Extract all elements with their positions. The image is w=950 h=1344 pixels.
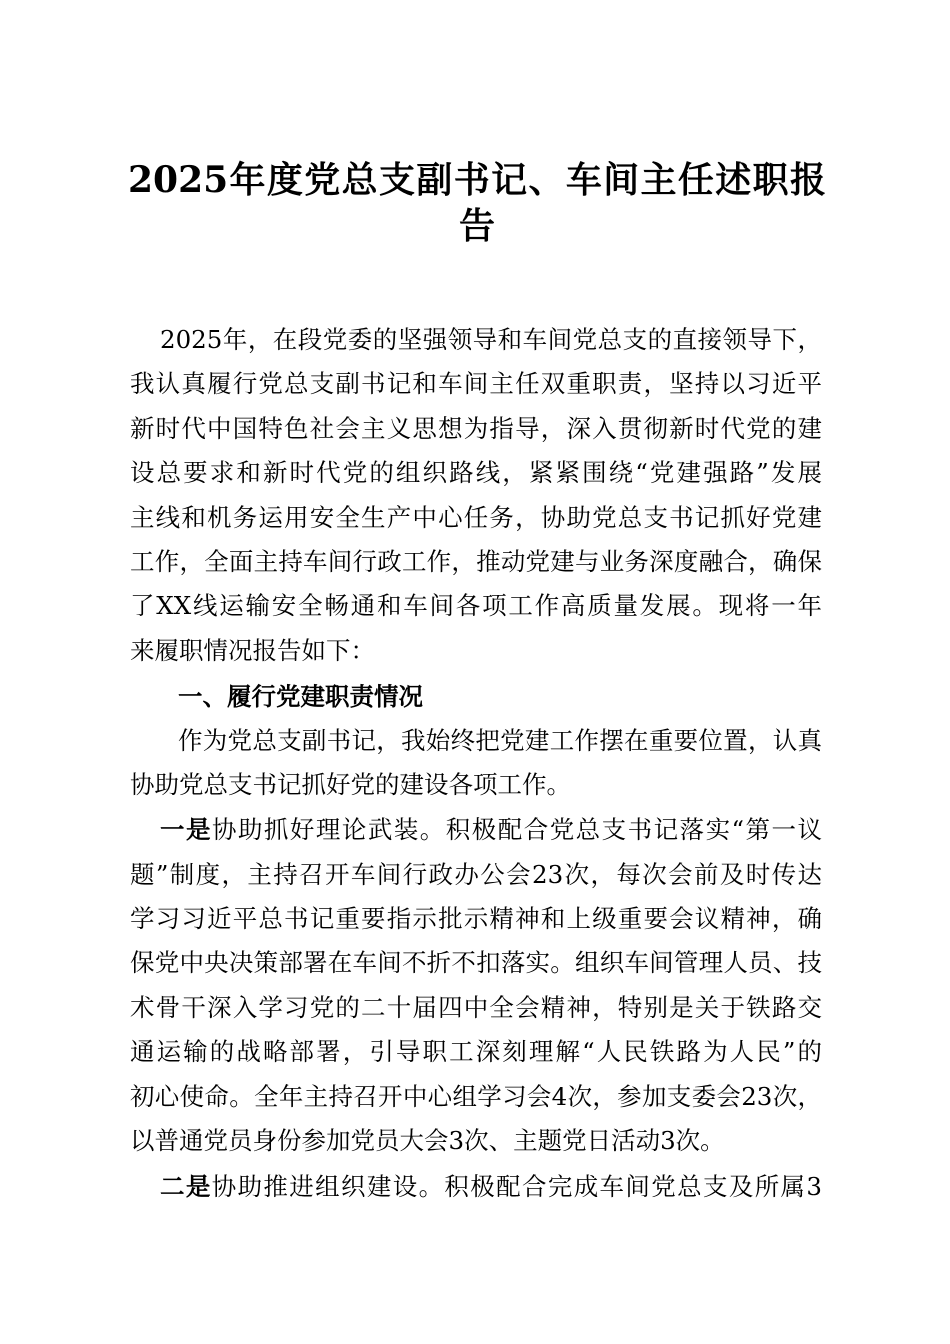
text-line [160, 1172, 822, 1202]
section-heading: 一、履行党建职责情况 [178, 682, 423, 711]
text-line: 协助党总支书记抓好党的建设各项工作。 [130, 770, 571, 799]
text-line: 了XX线运输安全畅通和车间各项工作高质量发展。现将一年 [130, 591, 822, 620]
text-line: 学习习近平总书记重要指示批示精神和上级重要会议精神，确 [130, 904, 822, 933]
title-line-1: 2025年度党总支副书记、车间主任述职报 [128, 159, 826, 201]
text-line: 初心使命。全年主持召开中心组学习会4次，参加支委会23次， [130, 1082, 822, 1111]
text-line: 工作，全面主持车间行政工作，推动党建与业务深度融合，确保 [130, 547, 822, 576]
text-line: 新时代中国特色社会主义思想为指导，深入贯彻新时代党的建 [130, 414, 822, 443]
text-line: 保党中央决策部署在车间不折不扣落实。组织车间管理人员、技 [130, 948, 822, 977]
text-line: 以普通党员身份参加党员大会3次、主题党日活动3次。 [130, 1126, 725, 1155]
text-line: 主线和机务运用安全生产中心任务，协助党总支书记抓好党建 [130, 503, 822, 532]
item-label: 二是 [160, 1172, 212, 1201]
text-line: 题”制度，主持召开车间行政办公会23次，每次会前及时传达 [130, 860, 822, 889]
item-text: 协助推进组织建设。积极配合完成车间党总支及所属3 [211, 1172, 822, 1201]
title-line-2: 告 [458, 205, 495, 247]
text-line: 设总要求和新时代党的组织路线，紧紧围绕“党建强路”发展 [130, 458, 822, 487]
text-line: 来履职情况报告如下： [130, 636, 375, 665]
text-line: 我认真履行党总支副书记和车间主任双重职责，坚持以习近平 [130, 369, 822, 398]
item-label: 一是 [160, 815, 212, 844]
text-line: 术骨干深入学习党的二十届四中全会精神，特别是关于铁路交 [130, 993, 822, 1022]
text-line: 2025年，在段党委的坚强领导和车间党总支的直接领导下， [160, 325, 822, 354]
text-line: 作为党总支副书记，我始终把党建工作摆在重要位置，认真 [178, 726, 822, 755]
item-text: 协助抓好理论武装。积极配合党总支书记落实“第一议 [211, 815, 823, 844]
text-line [160, 815, 822, 845]
text-line: 通运输的战略部署，引导职工深刻理解“人民铁路为人民”的 [130, 1037, 822, 1066]
